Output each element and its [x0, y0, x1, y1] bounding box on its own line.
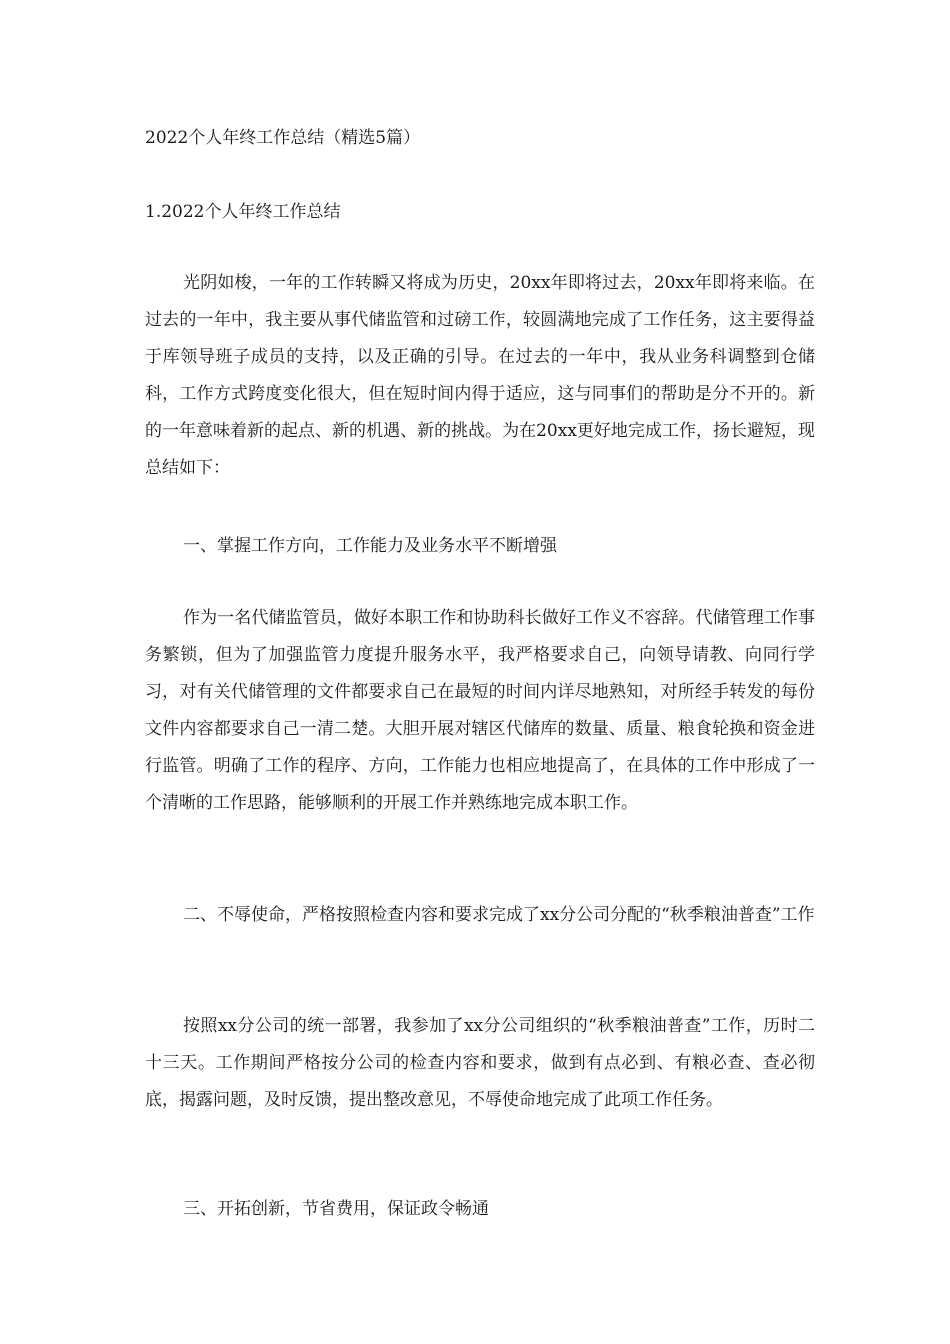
- section-paragraph-2: 按照xx分公司的统一部署，我参加了xx分公司组织的“秋季粮油普查”工作，历时二十三天。工作期间严格按分公司的检查内容和要求，做到有点必到、有粮必查、查必彻底，揭露问题，及时反馈，提出整改意见，不辱使命地完成了此项工作任务。: [145, 1016, 815, 1110]
- section-title: 1.2022个人年终工作总结: [145, 202, 341, 222]
- section-heading-2: 二、不辱使命，严格按照检查内容和要求完成了xx分公司分配的“秋季粮油普查”工作: [183, 905, 815, 925]
- document-title: 2022个人年终工作总结（精选5篇）: [145, 128, 421, 148]
- section-paragraph-1: 作为一名代储监管员，做好本职工作和协助科长做好工作义不容辞。代储管理工作事务繁锁，但为了加强监管力度提升服务水平，我严格要求自己，向领导请教、向同行学习，对有关代储管理的文件都要求自己在最短的时间内详尽地熟知，对所经手转发的每份文件内容都要求自己一清二楚。大胆开展对辖区代储库的数量、质量、粮食轮换和资金进行监管。明确了工作的程序、方向，工作能力也相应地提高了，在具体的工作中形成了一个清晰的工作思路，能够顺利的开展工作并熟练地完成本职工作。: [145, 608, 815, 813]
- section-heading-3: 三、开拓创新，节省费用，保证政令畅通: [183, 1199, 489, 1219]
- intro-paragraph: 光阴如梭，一年的工作转瞬又将成为历史，20xx年即将过去，20xx年即将来临。在过去的一年中，我主要从事代储监管和过磅工作，较圆满地完成了工作任务，这主要得益于库领导班子成员的支持，以及正确的引导。在过去的一年中，我从业务科调整到仓储科，工作方式跨度变化很大，但在短时间内得于适应，这与同事们的帮助是分不开的。新的一年意味着新的起点、新的机遇、新的挑战。为在20xx更好地完成工作，扬长避短，现总结如下：: [145, 273, 815, 478]
- section-heading-1: 一、掌握工作方向，工作能力及业务水平不断增强: [183, 536, 557, 556]
